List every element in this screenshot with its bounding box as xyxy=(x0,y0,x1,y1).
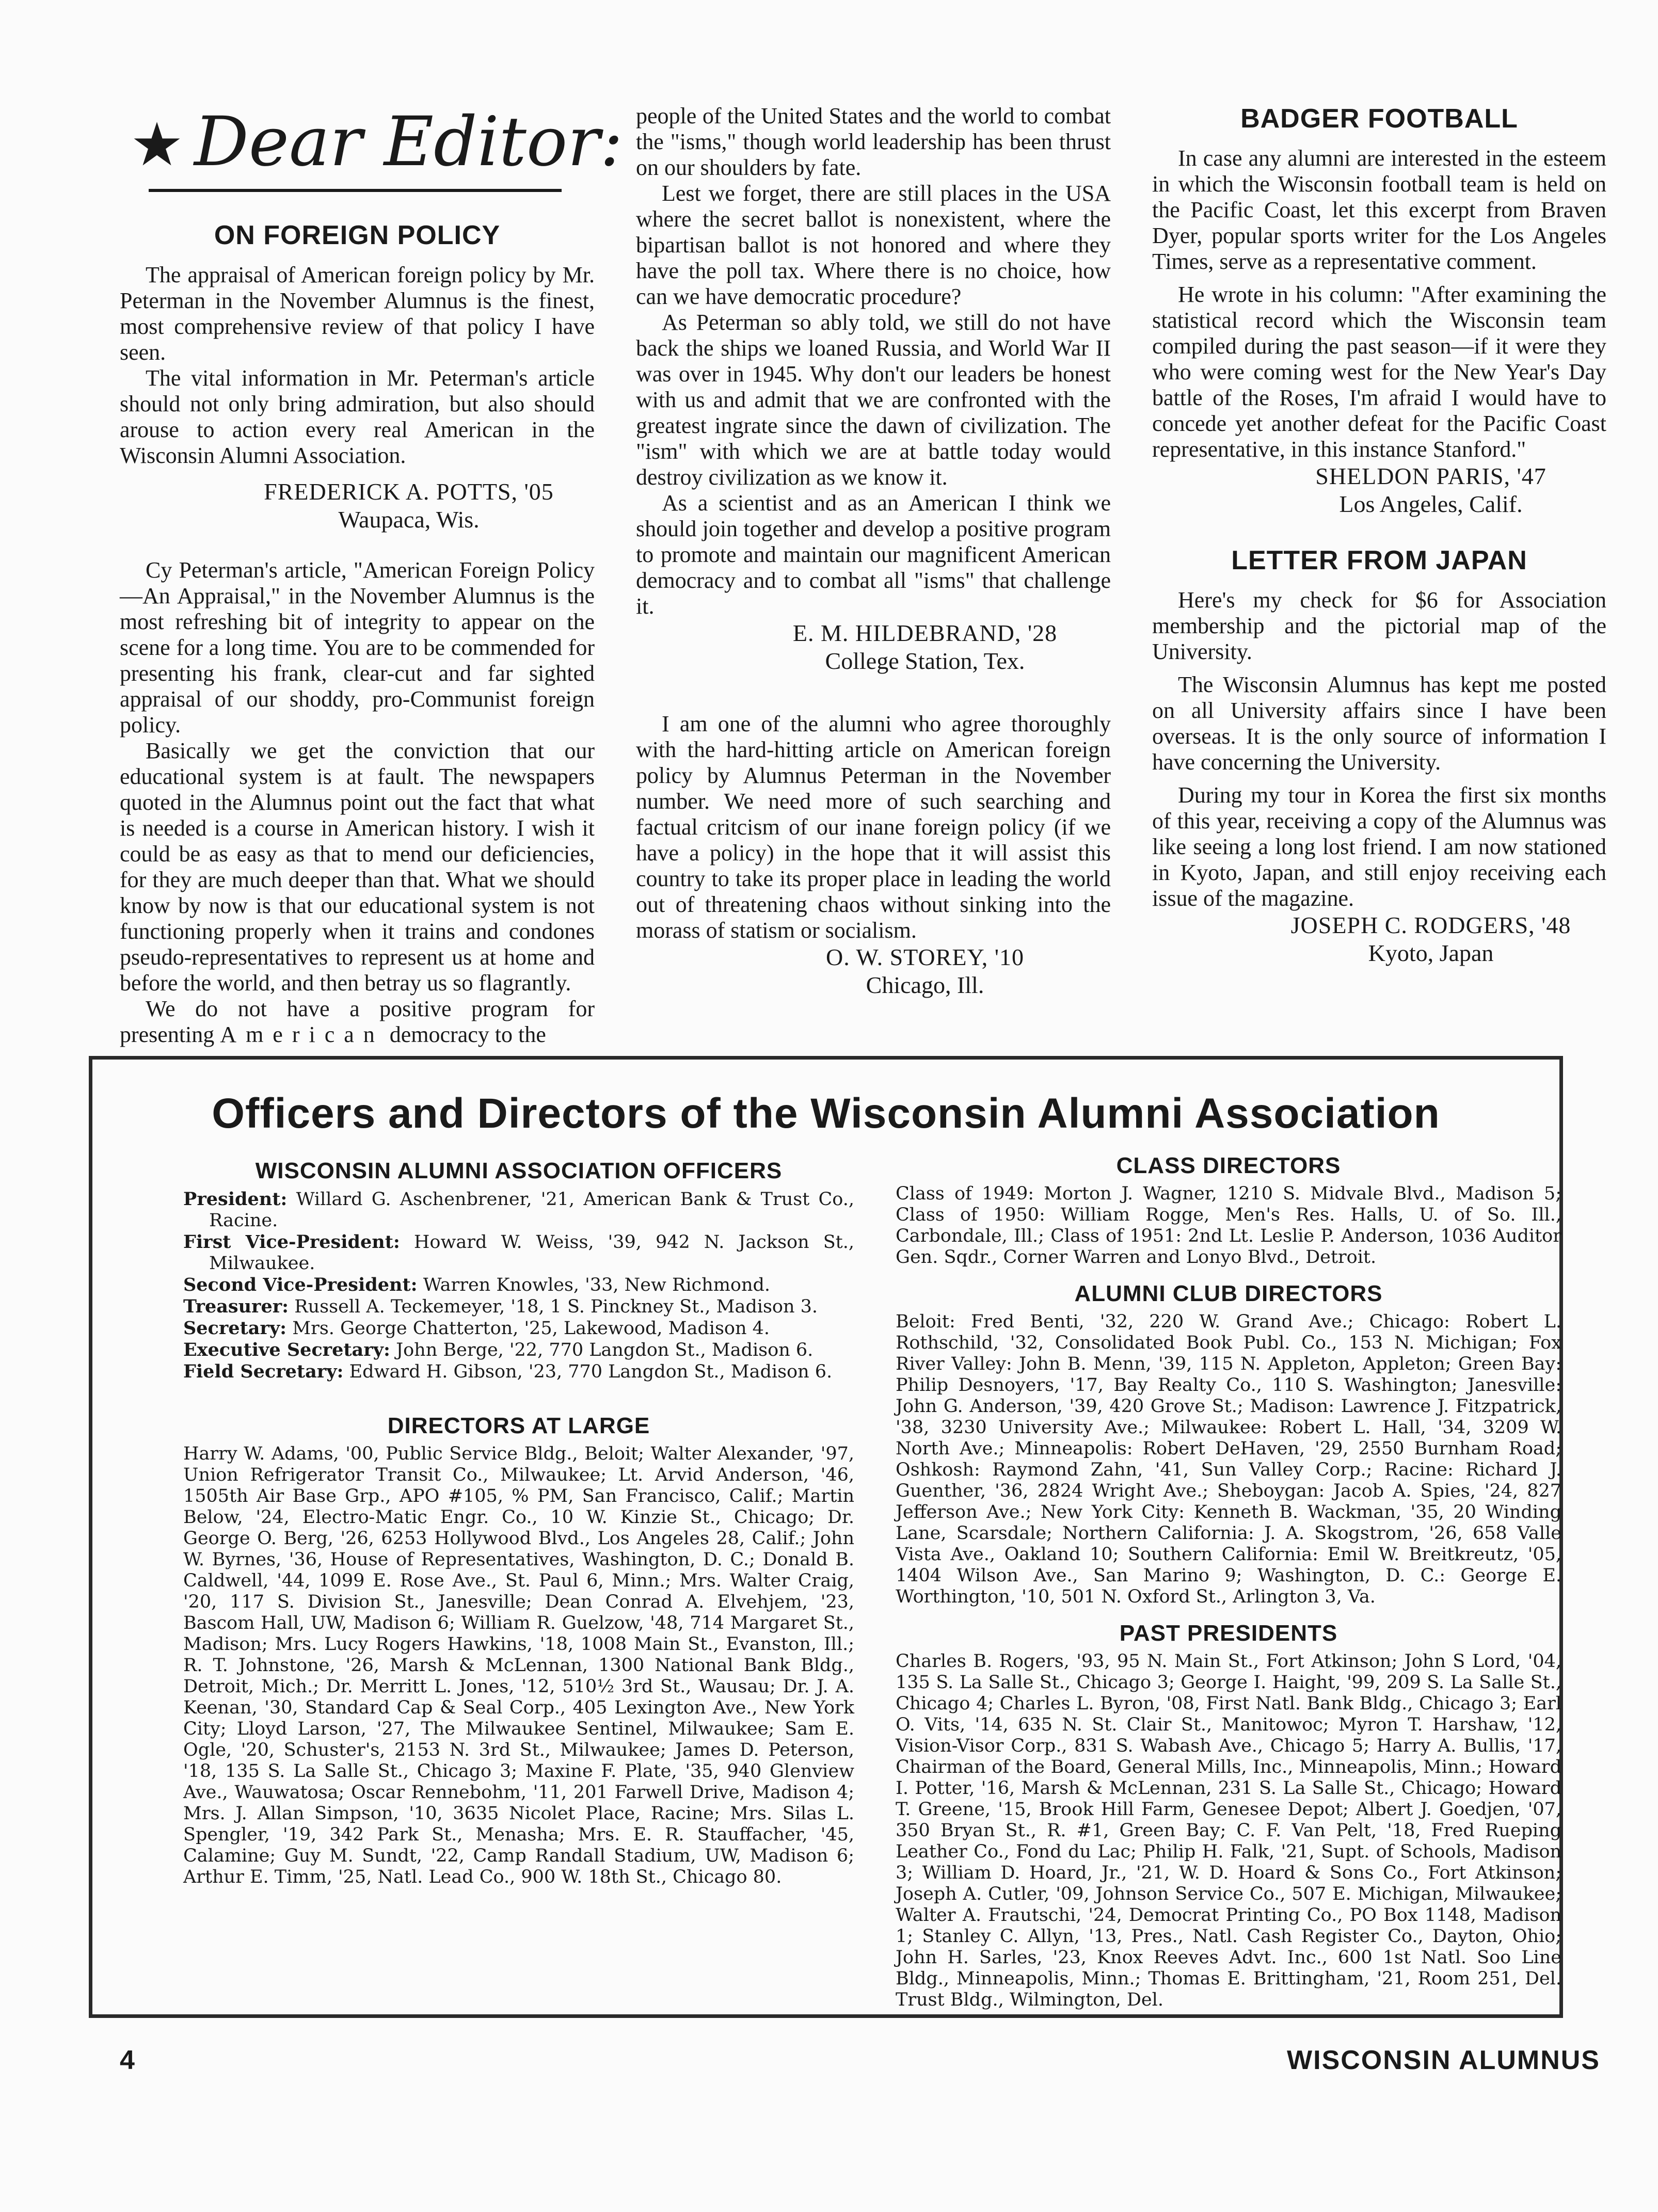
letter-paragraph xyxy=(120,996,595,1048)
letter-paragraph: The vital information in Mr. Peterman's article should not only bring admiration, but also should arouse to action every real American in the Wisconsin Alumni Association. xyxy=(120,365,595,468)
past-presidents-text: Charles B. Rogers, '93, 95 N. Main St., Fort Atkinson; John S Lord, '04, 135 S. La Salle St., Chicago 3; George I. Haight, '99, 209 S. La Salle St., Chicago 4; Charles L. Byron, '08, First Natl. Bank Bldg., Chicago 3; Earl O. Vits, '14, 635 N. St. Clair St., Manitowoc; Myron T. Harshaw, '12, Vision-Visor Corp., 831 S. Wabash Ave., Chicago 5; Harry A. Bullis, '17, Chairman of the Board, General Mills, Inc., Minneapolis, Minn.; Howard I. Potter, '16, Marsh & McLennan, 231 S. La Salle St., Chicago; Howard T. Greene, '15, Brook Hill Farm, Genesee Depot; Albert J. Goedjen, '07, 350 Bryan St., R. #1, Green Bay; C. F. Van Pelt, '18, Fred Rueping Leather Co., Fond du Lac; Philip H. Falk, '21, Supt. of Schools, Madison 3; William D. Hoard, Jr., '21, W. D. Hoard & Sons Co., Fort Atkinson; Joseph A. Cutler, '09, Johnson Service Co., 507 E. Michigan, Milwaukee; Walter A. Frautschi, '24, Democrat Printing Co., PO Box 1148, Madison 1; Stanley C. Allyn, '13, Pres., Natl. Cash Register Co., Dayton, Ohio; John H. Sarles, '23, Knox Reeves Advt. Inc., 600 1st Natl. Soo Line Bldg., Minneapolis, Minn.; Thomas E. Brittingham, '21, Room 251, Del. Trust Bldg., Wilmington, Del. xyxy=(896,1651,1561,2010)
letter-paragraph: people of the United States and the world to combat the "isms," though world leadership has been thrust on our shoulders by fate. xyxy=(636,103,1111,180)
box-column-left xyxy=(183,1158,854,1888)
signature xyxy=(120,478,595,534)
signature xyxy=(1152,462,1606,518)
star-icon: ★ xyxy=(130,110,184,180)
signature-name: FREDERICK A. POTTS, '05 xyxy=(264,478,554,505)
signature-place: Waupaca, Wis. xyxy=(338,506,480,533)
publication-title: WISCONSIN ALUMNUS xyxy=(1287,2045,1600,2075)
officer-role: President: xyxy=(183,1189,288,1210)
officer-details: Howard W. Weiss, '39, 942 N. Jackson St., Milwaukee. xyxy=(209,1232,854,1274)
signature-place: Chicago, Ill. xyxy=(866,972,984,998)
letter-paragraph: As Peterman so ably told, we still do not have back the ships we loaned Russia, and World War II was over in 1945. Why don't our leaders be honest with us and admit that we are confronted with the greatest ingrate since the dawn of civilization. The "ism" with which we are at battle today would destroy civilization as we know it. xyxy=(636,310,1111,490)
column-middle xyxy=(636,103,1111,999)
letter-paragraph: Cy Peterman's article, "American Foreign Policy—An Appraisal," in the November Alumnus is the most refreshing bit of integrity to appear on the scene for a long time. You are to be commended for presenting his frank, clear-cut and far sighted appraisal of our shoddy, pro-Communist foreign policy. xyxy=(120,557,595,738)
club-directors-text: Beloit: Fred Benti, '32, 220 W. Grand Ave.; Chicago: Robert L. Rothschild, '32, Consolidated Book Publ. Co., 153 N. Michigan; Fox River Valley: John B. Menn, '39, 115 N. Appleton, Appleton; Green Bay: Philip Desnoyers, '17, Bay Realty Co., 110 S. Washington; Janesville: John G. Anderson, '39, 420 Grove St.; Madison: Lawrence J. Fitzpatrick, '38, 3230 University Ave.; Milwaukee: Robert L. Hall, '34, 3209 W. North Ave.; Minneapolis: Robert DeHaven, '29, 2550 Burnham Road; Oshkosh: Raymond Zahn, '41, Sun Valley Corp.; Racine: Richard J. Guenther, '36, 2824 Wright Ave.; Sheboygan: Jacob A. Spies, '24, 827 Jefferson Ave.; New York City: Kenneth B. Wackman, '35, 20 Winding Lane, Scarsdale; Northern California: J. A. Skogstrom, '26, 658 Valle Vista Ave., Oakland 10; Southern California: Emil W. Breitkreutz, '05, 1404 Wilson Ave., San Marino 9; Washington, D. C.: George E. Worthington, '10, 501 N. Oxford St., Arlington 3, Va. xyxy=(896,1311,1561,1607)
letter-paragraph: In case any alumni are interested in the esteem in which the Wisconsin football team is held on the Pacific Coast, let this excerpt from Braven Dyer, popular sports writer for the Los Angeles Times, serve as a representative comment. xyxy=(1152,146,1606,274)
officer-details: Willard G. Aschenbrener, '21, American Bank & Trust Co., Racine. xyxy=(209,1189,854,1231)
officer-entry xyxy=(183,1296,854,1318)
club-directors-heading: ALUMNI CLUB DIRECTORS xyxy=(1074,1281,1383,1306)
heading-badger-football: BADGER FOOTBALL xyxy=(1240,104,1518,134)
officer-entry xyxy=(183,1274,854,1296)
officer-role: Treasurer: xyxy=(183,1296,289,1317)
signature-name: E. M. HILDEBRAND, '28 xyxy=(792,620,1058,646)
masthead-rule xyxy=(149,189,562,192)
officer-role: Field Secretary: xyxy=(183,1361,344,1382)
officers-list xyxy=(183,1189,854,1383)
letter-paragraph: The Wisconsin Alumnus has kept me posted on all University affairs since I have been overseas. It is the only source of information I have concerning the University. xyxy=(1152,672,1606,775)
heading-letter-from-japan: LETTER FROM JAPAN xyxy=(1231,546,1527,575)
letter-paragraph: Here's my check for $6 for Association membership and the pictorial map of the University. xyxy=(1152,587,1606,664)
signature-place: Kyoto, Japan xyxy=(1368,940,1494,966)
signature xyxy=(636,619,1111,675)
past-presidents-heading: PAST PRESIDENTS xyxy=(1119,1621,1338,1646)
page-number: 4 xyxy=(120,2045,135,2075)
spacer xyxy=(183,1383,854,1413)
officer-entry xyxy=(183,1339,854,1361)
signature-name: O. W. STOREY, '10 xyxy=(825,944,1024,970)
letter-paragraph: Lest we forget, there are still places in the USA where the secret ballot is nonexistent, where the bipartisan ballot is not honored and where they have the poll tax. Where there is no choice, how can we have democratic procedure? xyxy=(636,181,1111,309)
officer-role: First Vice-President: xyxy=(183,1231,400,1253)
officer-role: Secretary: xyxy=(183,1318,287,1339)
letter-paragraph: Basically we get the conviction that our educational system is at fault. The newspapers quoted in the Alumnus point out the fact that what is needed is a course in American history. I wish it could be as easy as that to mend our deficiencies, for they are much deeper than that. What we should know by now is that our educational system is not functioning properly when it trains and condones pseudo-representatives to represent us at home and before the world, and then betray us so flagrantly. xyxy=(120,738,595,996)
spacer xyxy=(896,1268,1561,1280)
officer-entry xyxy=(183,1189,854,1231)
class-directors-heading: CLASS DIRECTORS xyxy=(1116,1153,1341,1178)
box-column-right xyxy=(896,1152,1561,2011)
signature xyxy=(1152,911,1606,967)
column-left xyxy=(120,102,623,1048)
signature-place: College Station, Tex. xyxy=(825,648,1025,674)
signature-name: JOSEPH C. RODGERS, '48 xyxy=(1290,912,1571,938)
heading-foreign-policy: ON FOREIGN POLICY xyxy=(214,220,501,250)
officer-entry xyxy=(183,1231,854,1274)
signature xyxy=(636,943,1111,999)
officer-details: Edward H. Gibson, '23, 770 Langdon St., Madison 6. xyxy=(349,1361,833,1382)
officer-entry xyxy=(183,1361,854,1383)
officer-details: Warren Knowles, '33, New Richmond. xyxy=(423,1275,771,1295)
masthead-title: Dear Editor: xyxy=(194,102,623,182)
officer-details: Mrs. George Chatterton, '25, Lakewood, Madison 4. xyxy=(292,1318,770,1339)
text-run: American xyxy=(220,1022,384,1047)
officer-details: Russell A. Teckemeyer, '18, 1 S. Pinckney St., Madison 3. xyxy=(294,1296,818,1317)
signature-place: Los Angeles, Calif. xyxy=(1339,491,1523,517)
text-run: We do not have a positive program for presenting xyxy=(120,996,595,1047)
officer-entry xyxy=(183,1318,854,1339)
directors-heading: DIRECTORS AT LARGE xyxy=(387,1413,650,1438)
officer-role: Second Vice-President: xyxy=(183,1274,418,1295)
letter-paragraph: As a scientist and as an American I think we should join together and develop a positive program to promote and maintain our magnificent American democracy and to combat all "isms" that challenge it. xyxy=(636,490,1111,619)
officer-details: John Berge, '22, 770 Langdon St., Madison 6. xyxy=(396,1340,814,1360)
letter-paragraph: During my tour in Korea the first six months of this year, receiving a copy of the Alumnus was like seeing a long lost friend. I am now stationed in Kyoto, Japan, and still enjoy receiving each issue of the magazine. xyxy=(1152,782,1606,911)
letter-paragraph: I am one of the alumni who agree thoroughly with the hard-hitting article on American foreign policy by Alumnus Peterman in the November number. We need more of such searching and factual critcism of our inane foreign policy (if we have a policy) in the hope that it will assist this country to take its proper place in leading the world out of threatening chaos without sinking into the morass of statism or socialism. xyxy=(636,711,1111,943)
class-directors-text: Class of 1949: Morton J. Wagner, 1210 S. Midvale Blvd., Madison 5; Class of 1950: William Rogge, Men's Res. Halls, U. of So. Ill., Carbondale, Ill.; Class of 1951: 2nd Lt. Leslie P. Anderson, 1036 Auditor Gen. Sqdr., Corner Warren and Lonyo Blvd., Detroit. xyxy=(896,1183,1561,1268)
officers-heading: WISCONSIN ALUMNI ASSOCIATION OFFICERS xyxy=(255,1158,783,1183)
officers-directors-box xyxy=(89,1056,1563,2018)
letter-paragraph: He wrote in his column: "After examining the statistical record which the Wisconsin team compiled during the past season—if it were they who were coming west for the New Year's Day battle of the Roses, I'm afraid I would have to concede yet another defeat for the Pacific Coast representative, in this instance Stanford." xyxy=(1152,282,1606,462)
directors-text: Harry W. Adams, '00, Public Service Bldg., Beloit; Walter Alexander, '97, Union Refrigerator Transit Co., Milwaukee; Lt. Arvid Anderson, '46, 1505th Air Base Grp., APO #105, % PM, San Francisco, Calif.; Martin Below, '24, Electro-Matic Engr. Co., 10 W. Kinzie St., Chicago; Dr. George O. Berg, '26, 6253 Hollywood Blvd., Los Angeles 28, Calif.; John W. Byrnes, '36, House of Representatives, Washington, D. C.; Donald B. Caldwell, '44, 1099 E. Rose Ave., St. Paul 6, Minn.; Mrs. Walter Craig, '20, 117 S. Division St., Janesville; Dean Conrad A. Elvehjem, '23, Bascom Hall, UW, Madison 6; William R. Guelzow, '48, 714 Margaret St., Madison; Mrs. Lucy Rogers Hawkins, '18, 1008 Main St., Evanston, Ill.; R. T. Johnstone, '26, Marsh & McLennan, 1300 National Bank Bldg., Detroit, Mich.; Dr. Merritt L. Jones, '12, 510½ 3rd St., Wausau; Dr. J. A. Keenan, '30, Standard Cap & Seal Corp., 405 Lexington Ave., New York City; Lloyd Larson, '27, The Milwaukee Sentinel, Milwaukee; Sam E. Ogle, '20, Schuster's, 2153 N. 3rd St., Milwaukee; James D. Peterson, '18, 135 S. La Salle St., Chicago 3; Maxine F. Plate, '35, 940 Glenview Ave., Wauwatosa; Oscar Rennebohm, '11, 201 Farwell Drive, Madison 4; Mrs. J. Allan Simpson, '10, 3635 Nicolet Place, Racine; Mrs. Silas L. Spengler, '19, 342 Park St., Menasha; Mrs. E. R. Stauffacher, '45, Calamine; Guy M. Sundt, '22, Camp Randall Stadium, UW, Madison 6; Arthur E. Timm, '25, Natl. Lead Co., 900 W. 18th St., Chicago 80. xyxy=(183,1444,854,1887)
signature-name: SHELDON PARIS, '47 xyxy=(1315,463,1547,489)
masthead xyxy=(130,102,623,184)
letter-paragraph: The appraisal of American foreign policy by Mr. Peterman in the November Alumnus is the finest, most comprehensive review of that policy I have seen. xyxy=(120,262,595,365)
column-right xyxy=(1152,103,1606,967)
spacer xyxy=(896,1608,1561,1620)
text-run: democracy to the xyxy=(389,1022,546,1047)
officer-role: Executive Secretary: xyxy=(183,1339,390,1360)
box-title: Officers and Directors of the Wisconsin Alumni Association xyxy=(212,1090,1440,1137)
